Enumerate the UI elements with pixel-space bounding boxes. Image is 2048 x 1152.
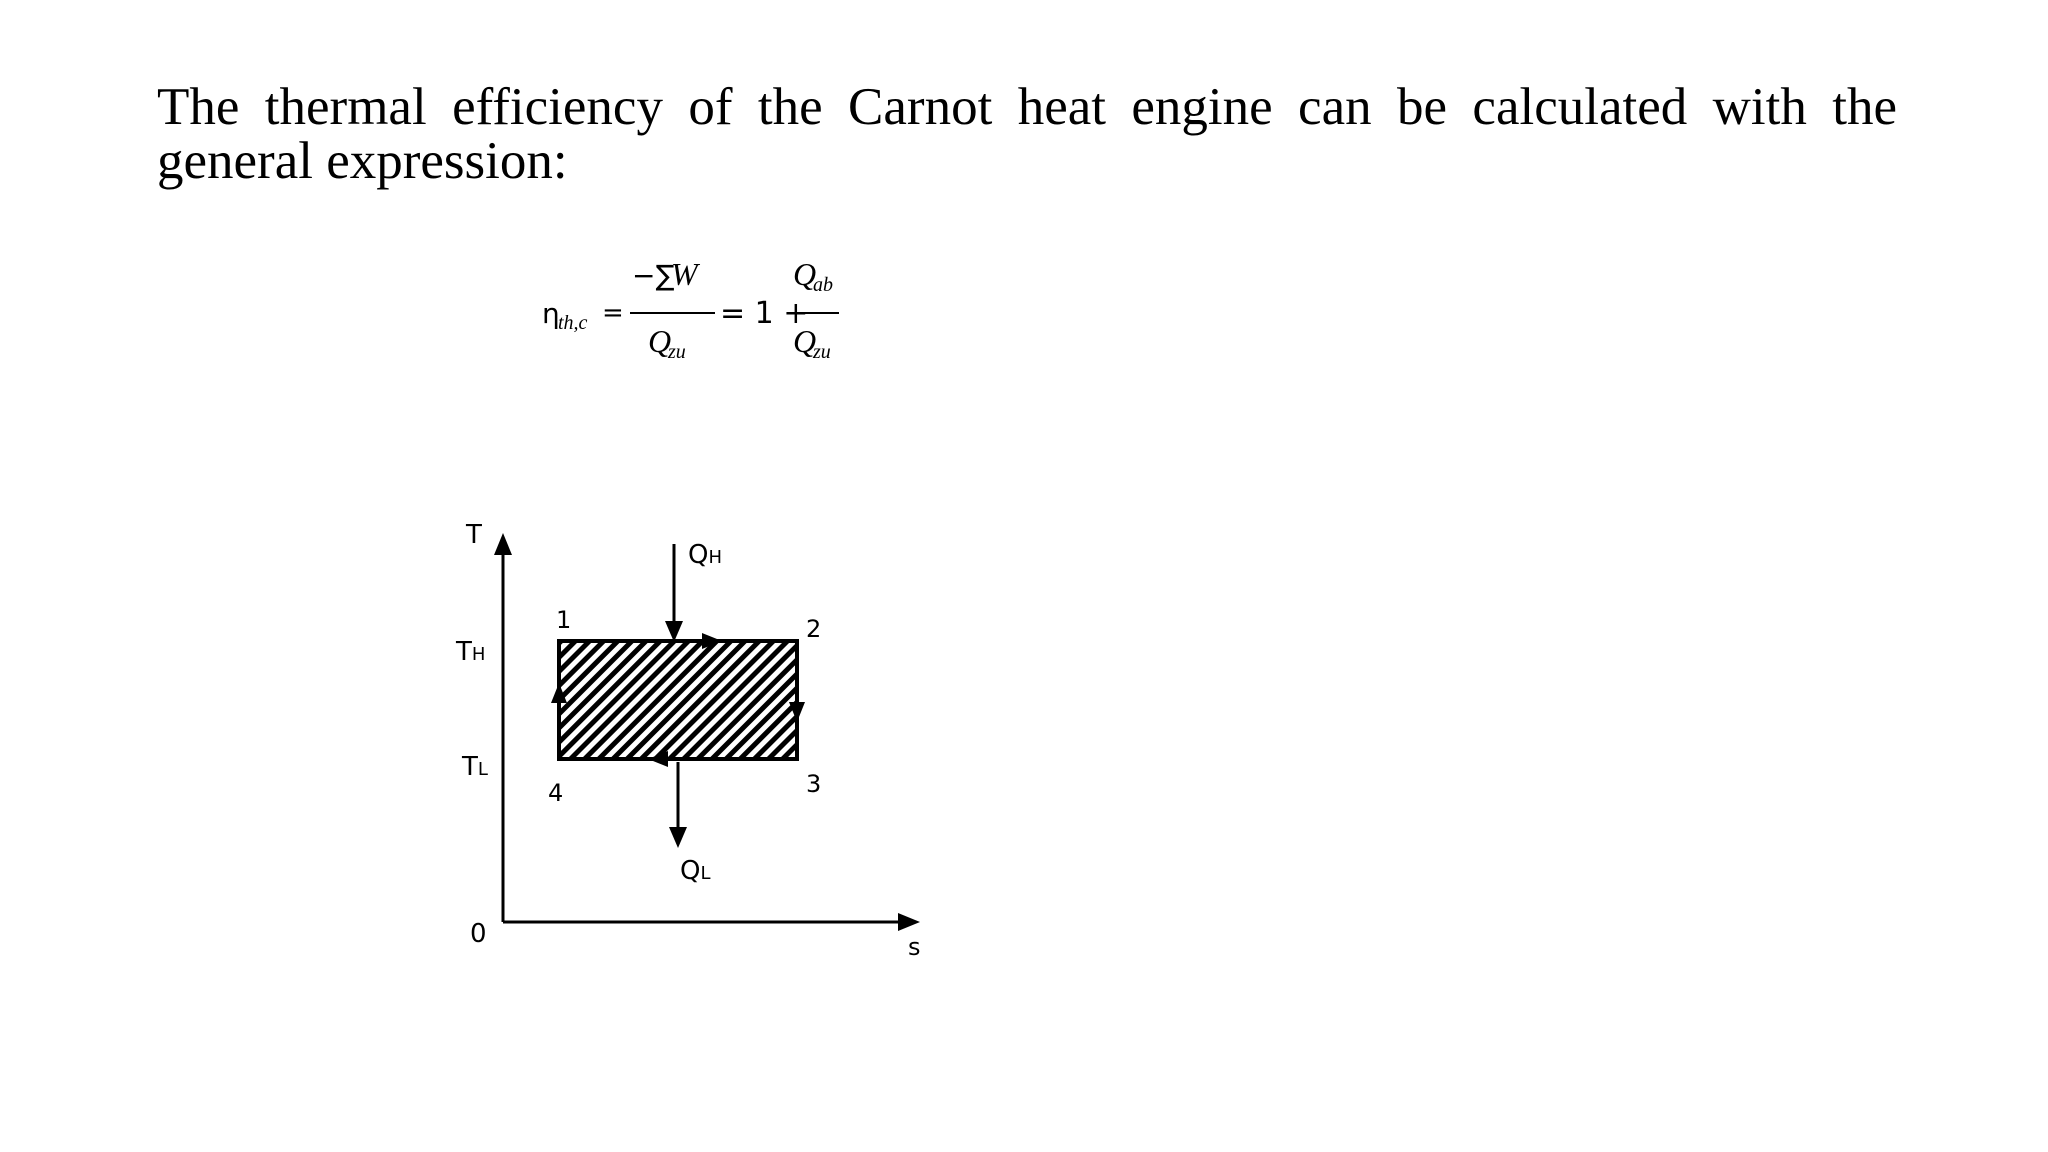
label-q-low: QL [680, 856, 711, 886]
axis-label-t: T [466, 520, 482, 550]
formula-zu-subscript-1: zu [668, 341, 686, 363]
formula-eta-subscript: th,c [558, 312, 588, 334]
formula-ab-subscript: ab [813, 274, 833, 296]
axis-label-s: s [908, 933, 921, 961]
heat-out-arrow [669, 762, 687, 848]
state-label-2: 2 [806, 615, 822, 643]
efficiency-formula [530, 250, 850, 380]
formula-equals-one-plus: = 1 + [720, 296, 809, 331]
formula-eta: η [542, 297, 560, 330]
formula-work-symbol: W [671, 256, 698, 292]
heat-in-arrow [665, 544, 683, 642]
ts-diagram [430, 500, 950, 980]
formula-heat-symbol-1: Q [648, 323, 672, 359]
state-label-4: 4 [548, 779, 564, 807]
t-axis [494, 533, 512, 922]
s-axis [503, 913, 920, 931]
origin-label: 0 [470, 919, 487, 949]
intro-paragraph: The thermal efficiency of the Carnot heat engine can be calculated with the general expression: [157, 78, 1897, 190]
formula-fraction-work [630, 256, 715, 363]
formula-heat-symbol-2: Q [793, 256, 817, 292]
label-q-high: QH [688, 540, 723, 570]
formula-minus-sum: −∑ [632, 259, 675, 292]
heat-in-arrow-icon [665, 621, 683, 642]
formula-equals: = [602, 298, 624, 328]
carnot-cycle-rectangle [559, 641, 797, 759]
s-axis-arrow-icon [898, 913, 920, 931]
formula-heat-symbol-3: Q [793, 323, 817, 359]
heat-out-arrow-icon [669, 827, 687, 848]
label-t-low: TL [462, 752, 488, 782]
formula-zu-subscript-2: zu [813, 341, 831, 363]
label-t-high: TH [456, 637, 486, 667]
formula-lhs [542, 297, 624, 334]
t-axis-arrow-icon [494, 533, 512, 555]
state-label-1: 1 [556, 606, 572, 634]
state-label-3: 3 [806, 770, 822, 798]
